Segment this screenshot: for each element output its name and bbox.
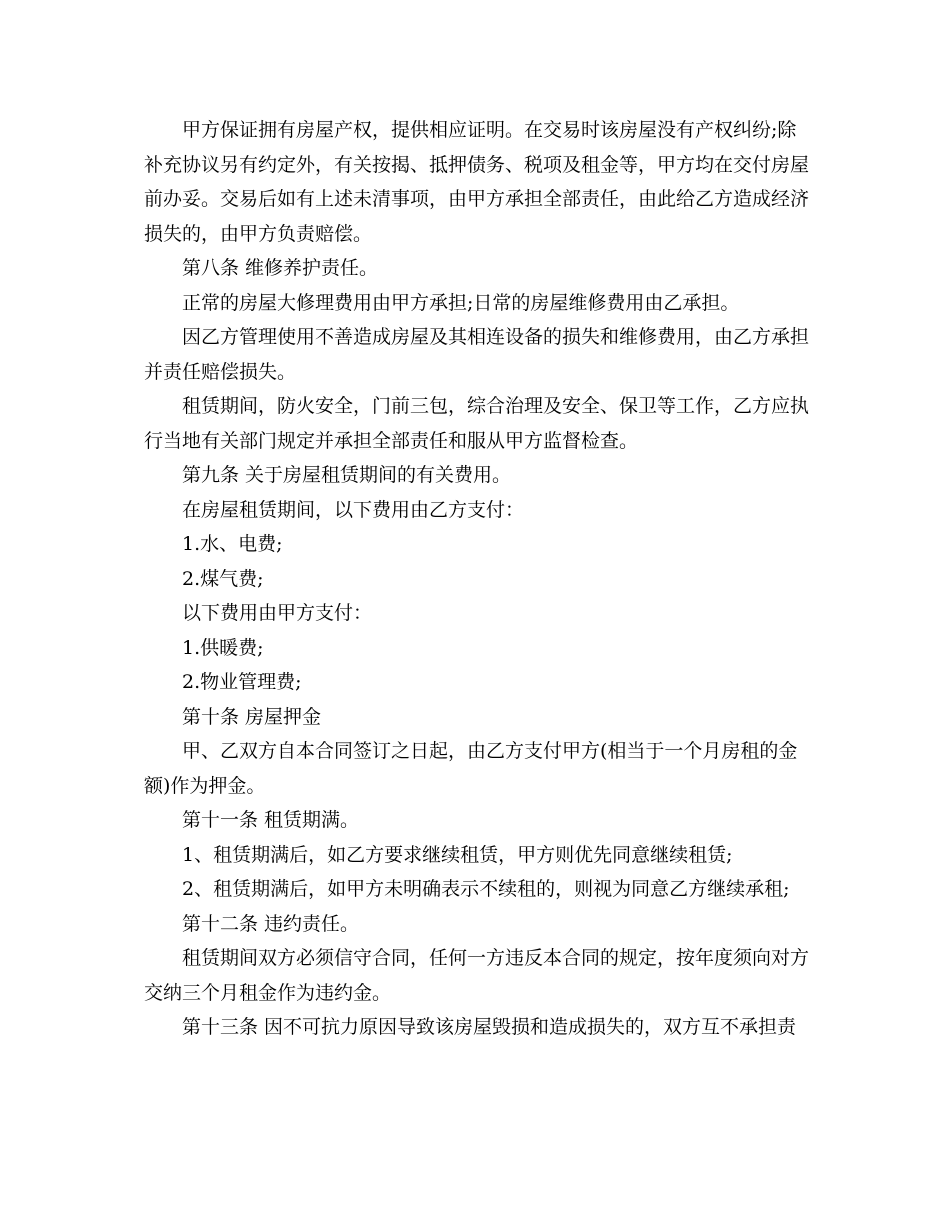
- paragraph-landlord-guarantee: 甲方保证拥有房屋产权，提供相应证明。在交易时该房屋没有产权纠纷;除补充协议另有约定外，有关按揭、抵押债务、税项及租金等，甲方均在交付房屋前办妥。交易后如有上述未清事项，由甲方承担全部责任，由此给乙方造成经济损失的，由甲方负责赔偿。: [144, 119, 810, 245]
- heading-article-12: 第十二条 违约责任。: [182, 912, 360, 935]
- list-item-implied-renewal: 2、租赁期满后，如甲方未明确表示不续租的，则视为同意乙方继续承租;: [182, 878, 790, 900]
- heading-article-11: 第十一条 租赁期满。: [182, 809, 360, 831]
- list-item-gas: 2.煤气费;: [182, 567, 264, 590]
- paragraph-tenant-damage: 因乙方管理使用不善造成房屋及其相连设备的损失和维修费用，由乙方承担并责任赔偿损失。: [144, 326, 810, 383]
- paragraph-safety-duties: 租赁期间，防火安全，门前三包，综合治理及安全、保卫等工作，乙方应执行当地有关部门规定并承担全部责任和服从甲方监督检查。: [144, 395, 810, 452]
- list-item-water-electricity: 1.水、电费;: [182, 533, 283, 555]
- heading-article-9: 第九条 关于房屋租赁期间的有关费用。: [182, 464, 512, 486]
- list-item-heating: 1.供暖费;: [182, 636, 264, 659]
- paragraph-major-repairs: 正常的房屋大修理费用由甲方承担;日常的房屋维修费用由乙承担。: [182, 291, 740, 314]
- heading-article-10: 第十条 房屋押金: [182, 705, 322, 728]
- paragraph-deposit: 甲、乙双方自本合同签订之日起，由乙方支付甲方(相当于一个月房租的金额)作为押金。: [144, 740, 798, 797]
- list-item-property-management: 2.物业管理费;: [182, 671, 302, 693]
- paragraph-tenant-pays-intro: 在房屋租赁期间，以下费用由乙方支付：: [182, 498, 525, 521]
- list-item-renewal-priority: 1、租赁期满后，如乙方要求继续租赁，甲方则优先同意继续租赁;: [182, 843, 733, 866]
- paragraph-breach-penalty: 租赁期间双方必须信守合同，任何一方违反本合同的规定，按年度须向对方交纳三个月租金作为违约金。: [144, 947, 810, 1004]
- heading-article-13: 第十三条 因不可抗力原因导致该房屋毁损和造成损失的，双方互不承担责: [182, 1016, 797, 1038]
- paragraph-landlord-pays-intro: 以下费用由甲方支付：: [182, 602, 373, 624]
- heading-article-8: 第八条 维修养护责任。: [182, 257, 379, 279]
- document-body: [144, 113, 809, 1045]
